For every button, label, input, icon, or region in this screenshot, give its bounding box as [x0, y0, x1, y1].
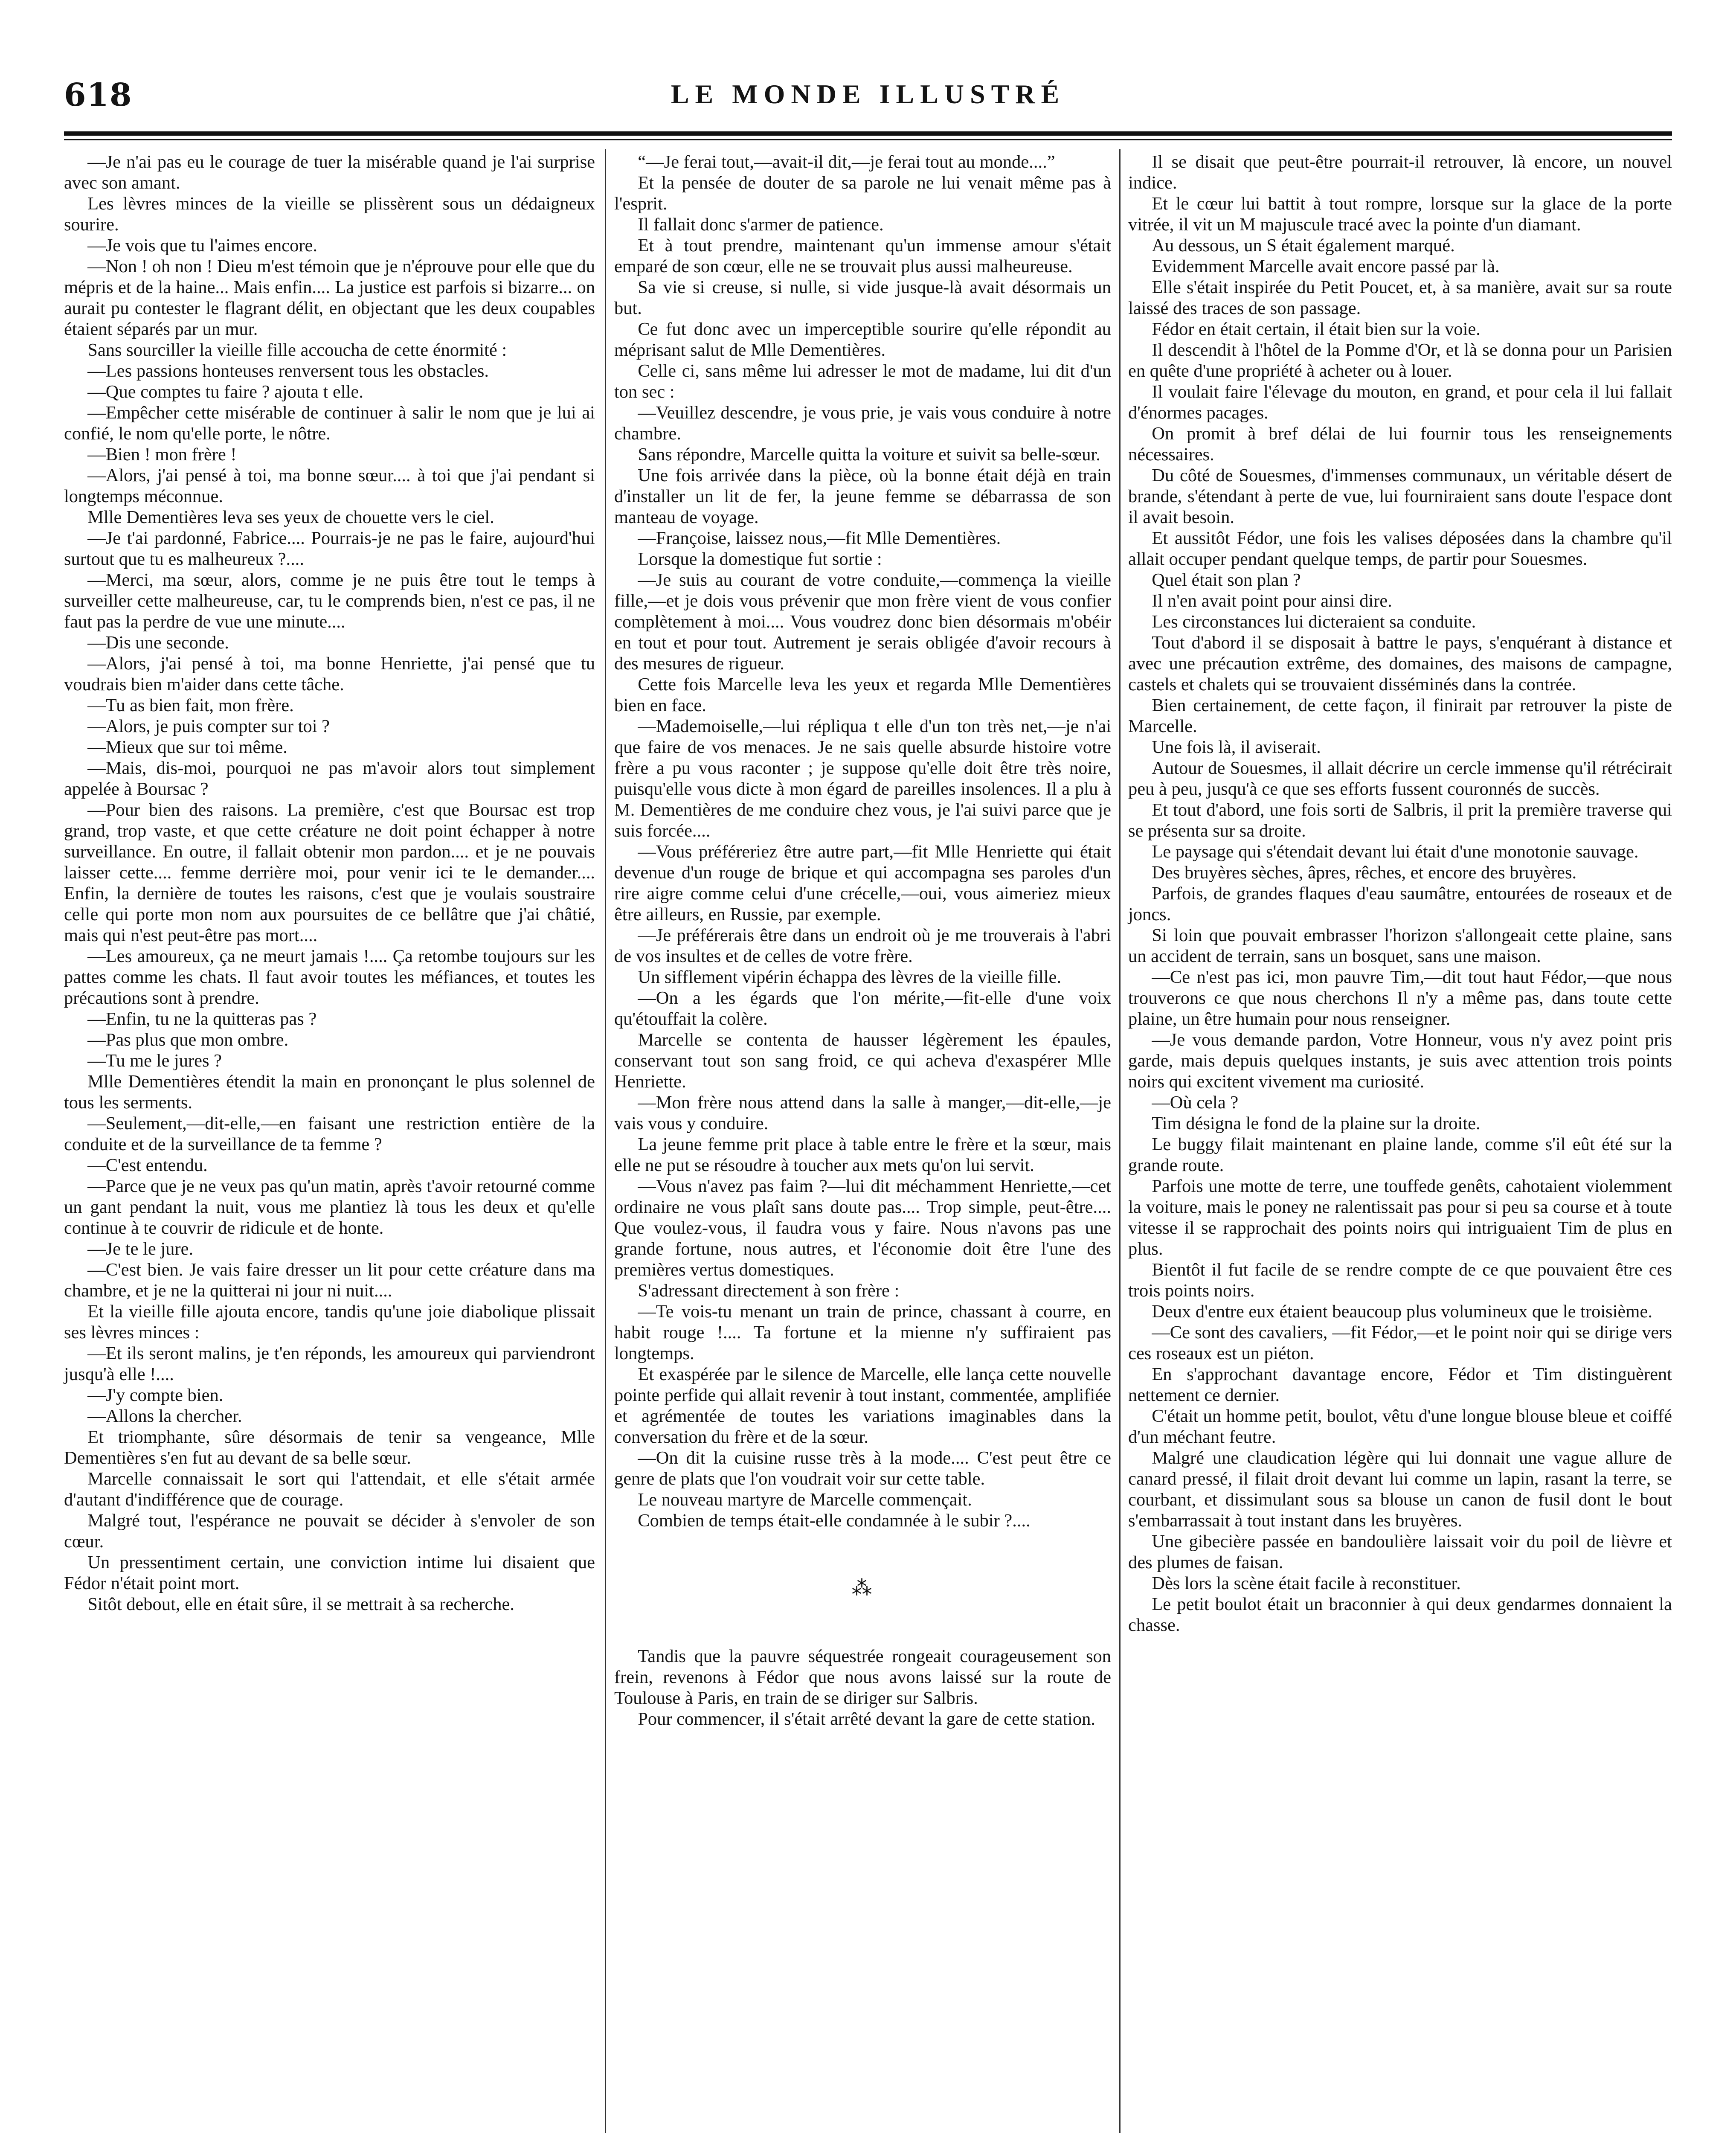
- paragraph: Un sifflement vipérin échappa des lèvres de la vieille fille.: [638, 967, 1062, 987]
- paragraph: —Vous n'avez pas faim ?—lui dit méchamment Henriette,—cet ordinaire ne vous plaît sans doute pas.... Trop simple, peut-être.... Que voulez-vous, il faudra vous y faire. Nous n'avons pas une grande fortune, nous autres, et l'économie doit être l'une des premières vertus domestiques.: [614, 1176, 1111, 1280]
- paragraph: Les circonstances lui dicteraient sa conduite.: [1152, 612, 1476, 632]
- paragraph: Sitôt debout, elle en était sûre, il se mettrait à sa recherche.: [87, 1594, 514, 1614]
- paragraph: Bientôt il fut facile de se rendre compte de ce que pouvaient être ces trois points noirs.: [1128, 1260, 1672, 1301]
- paragraph: Le petit boulot était un braconnier à qui deux gendarmes donnaient la chasse.: [1128, 1594, 1672, 1635]
- paragraph: —Pas plus que mon ombre.: [87, 1030, 289, 1050]
- paragraph: —Alors, j'ai pensé à toi, ma bonne sœur.... à toi que j'ai pendant si longtemps méconnue.: [64, 465, 595, 506]
- paragraph: Ce fut donc avec un imperceptible sourire qu'elle répondit au méprisant salut de Mlle Dementières.: [614, 319, 1111, 360]
- paragraph: Elle s'était inspirée du Petit Poucet, et, à sa manière, avait sur sa route laissé des traces de son passage.: [1128, 277, 1672, 318]
- paragraph: Il voulait faire l'élevage du mouton, en grand, et pour cela il lui fallait d'énormes pacages.: [1128, 382, 1672, 423]
- paragraph: —Merci, ma sœur, alors, comme je ne puis être tout le temps à surveiller cette malheureuse, car, tu le comprends bien, n'est ce pas, il ne faut pas la perdre de vue une minute....: [64, 570, 595, 632]
- paragraph: —Mademoiselle,—lui répliqua t elle d'un ton très net,—je n'ai que faire de vos menaces. Je ne sais quelle absurde histoire votre frère a pu vous raconter ; je suppose qu'elle doit être très noire, puisqu'elle vous dicte à mon égard de pareilles insolences. Il a plu à M. Dementières de me conduire chez vous, je l'ai suivi parce que je suis forcée....: [614, 716, 1111, 841]
- paragraph: —Mais, dis-moi, pourquoi ne pas m'avoir alors tout simplement appelée à Boursac ?: [64, 758, 595, 799]
- paragraph: Marcelle se contenta de hausser légèrement les épaules, conservant tout son sang froid, ce qui acheva d'exaspérer Mlle Henriette.: [614, 1030, 1111, 1092]
- paragraph: Evidemment Marcelle avait encore passé par là.: [1152, 256, 1500, 276]
- paragraph: Marcelle connaissait le sort qui l'attendait, et elle s'était armée d'autant d'indifférence que de courage.: [64, 1469, 595, 1510]
- paragraph: Lorsque la domestique fut sortie :: [638, 549, 882, 569]
- paragraph: —Vous préféreriez être autre part,—fit Mlle Henriette qui était devenue d'un rouge de brique et qui accompagna ses paroles d'un rire aigre comme celui d'une crécelle,—oui, vous aimeriez mieux être ailleurs, en Russie, par exemple.: [614, 842, 1111, 924]
- column-divider: [605, 149, 606, 2133]
- paragraph: Une gibecière passée en bandoulière laissait voir du poil de lièvre et des plumes de faisan.: [1128, 1531, 1672, 1572]
- paragraph: Si loin que pouvait embrasser l'horizon s'allongeait cette plaine, sans un accident de terrain, sans un bosquet, sans une maison.: [1128, 925, 1672, 966]
- paragraph: —Empêcher cette misérable de continuer à salir le nom que je lui ai confié, le nom qu'elle porte, le nôtre.: [64, 403, 595, 444]
- paragraph: Et le cœur lui battit à tout rompre, lorsque sur la glace de la porte vitrée, il vit un M majuscule tracé avec la pointe d'un diamant.: [1128, 194, 1672, 235]
- paragraph: —J'y compte bien.: [87, 1385, 224, 1405]
- paragraph: Il descendit à l'hôtel de la Pomme d'Or, et là se donna pour un Parisien en quête d'une propriété à acheter ou à louer.: [1128, 340, 1672, 381]
- paragraph: Parfois, de grandes flaques d'eau saumâtre, entourées de roseaux et de joncs.: [1128, 883, 1672, 924]
- paragraph: Et la pensée de douter de sa parole ne lui venait même pas à l'esprit.: [614, 173, 1111, 214]
- paragraph: Une fois arrivée dans la pièce, où la bonne était déjà en train d'installer un lit de fer, la jeune femme se débarrassa de son manteau de voyage.: [614, 465, 1111, 527]
- paragraph: Combien de temps était-elle condamnée à le subir ?....: [638, 1511, 1031, 1531]
- paragraph: —Veuillez descendre, je vous prie, je vais vous conduire à notre chambre.: [614, 403, 1111, 444]
- header-rule-thin: [64, 139, 1672, 140]
- text-column-1: [64, 151, 595, 1615]
- paragraph: —Pour bien des raisons. La première, c'est que Boursac est trop grand, trop vaste, et que cette créature ne doit point échapper à notre surveillance. En outre, il fallait obtenir mon pardon.... et je ne pouvais laisser cette.... femme derrière moi, pour venir ici te le demander.... Enfin, la dernière de toutes les raisons, c'est que je voulais soustraire celle qui porte mon nom aux poursuites de ce bellâtre que j'ai châtié, mais qui n'est peut-être pas mort....: [64, 800, 595, 945]
- paragraph: Et exaspérée par le silence de Marcelle, elle lança cette nouvelle pointe perfide qui allait revenir à tout instant, commentée, amplifiée et agrémentée de toutes les variations imaginables dans la conversation du frère et de la sœur.: [614, 1364, 1111, 1447]
- paragraph: Tout d'abord il se disposait à battre le pays, s'enquérant à distance et avec une précaution extrême, des domaines, des maisons de campagne, castels et chalets qui se trouvaient disséminés dans la contrée.: [1128, 633, 1672, 695]
- paragraph: Tim désigna le fond de la plaine sur la droite.: [1152, 1113, 1481, 1133]
- paragraph: Le paysage qui s'étendait devant lui était d'une monotonie sauvage.: [1152, 842, 1639, 862]
- paragraph: —Dis une seconde.: [87, 633, 229, 653]
- paragraph: Pour commencer, il s'était arrêté devant la gare de cette station.: [638, 1709, 1095, 1729]
- page-header: [64, 77, 1672, 128]
- paragraph: —Je préférerais être dans un endroit où je me trouverais à l'abri de vos insultes et de celles de votre frère.: [614, 925, 1111, 966]
- paragraph: —Ce sont des cavaliers, —fit Fédor,—et le point noir qui se dirige vers ces roseaux est un piéton.: [1128, 1322, 1672, 1363]
- paragraph: Autour de Souesmes, il allait décrire un cercle immense qu'il rétrécirait peu à peu, jusqu'à ce que ses efforts fussent couronnés de succès.: [1128, 758, 1672, 799]
- paragraph: En s'approchant davantage encore, Fédor et Tim distinguèrent nettement ce dernier.: [1128, 1364, 1672, 1405]
- paragraph: —Non ! oh non ! Dieu m'est témoin que je n'éprouve pour elle que du mépris et de la haine... Mais enfin.... La justice est parfois si bizarre... on aurait pu contester le flagrant délit, en objectant que les deux coupables étaient séparés par un mur.: [64, 256, 595, 339]
- paragraph: —Tu as bien fait, mon frère.: [87, 695, 294, 715]
- paragraph: Et tout d'abord, une fois sorti de Salbris, il prit la première traverse qui se présenta sur sa droite.: [1128, 800, 1672, 841]
- paragraph: Sans répondre, Marcelle quitta la voiture et suivit sa belle-sœur.: [638, 445, 1100, 465]
- paragraph: Une fois là, il aviserait.: [1152, 737, 1321, 757]
- paragraph: Malgré une claudication légère qui lui donnait une vague allure de canard pressé, il filait droit devant lui comme un lapin, rasant la terre, se courbant, et dissimulant sous sa blouse un canon de fusil dont le bout s'embarrassait à tout instant dans les bruyères.: [1128, 1448, 1672, 1531]
- paragraph: —Je suis au courant de votre conduite,—commença la vieille fille,—et je dois vous prévenir que mon frère vient de vous confier complètement à moi.... Vous voudrez donc bien désormais m'obéir en tout et pour tout. Autrement je serais obligée d'avoir recours à des mesures de rigueur.: [614, 570, 1111, 674]
- paragraph: —Les passions honteuses renversent tous les obstacles.: [87, 361, 489, 381]
- paragraph: Bien certainement, de cette façon, il finirait par retrouver la piste de Marcelle.: [1128, 695, 1672, 736]
- paragraph: —Je te le jure.: [87, 1239, 194, 1259]
- text-column-3: [1128, 151, 1672, 1636]
- paragraph: —Tu me le jures ?: [87, 1051, 222, 1071]
- paragraph: Au dessous, un S était également marqué.: [1152, 235, 1455, 256]
- text-column-2: [614, 151, 1111, 1729]
- paragraph: Il fallait donc s'armer de patience.: [638, 215, 884, 235]
- paragraph: Dès lors la scène était facile à reconstituer.: [1152, 1573, 1461, 1593]
- paragraph: —Que comptes tu faire ? ajouta t elle.: [87, 382, 363, 402]
- page-number: 618: [64, 77, 133, 113]
- paragraph: —Ce n'est pas ici, mon pauvre Tim,—dit tout haut Fédor,—que nous trouverons ce que nous cherchons Il n'y a même pas, dans toute cette plaine, un être humain pour nous renseigner.: [1128, 967, 1672, 1029]
- paragraph: —Je vois que tu l'aimes encore.: [87, 235, 318, 256]
- paragraph: Tandis que la pauvre séquestrée rongeait courageusement son frein, revenons à Fédor que nous avons laissé sur la route de Toulouse à Paris, en train de se diriger sur Salbris.: [614, 1646, 1111, 1708]
- paragraph: Des bruyères sèches, âpres, rêches, et encore des bruyères.: [1152, 863, 1577, 883]
- paragraph: Il se disait que peut-être pourrait-il retrouver, là encore, un nouvel indice.: [1128, 152, 1672, 193]
- paragraph: —On a les égards que l'on mérite,—fit-elle d'une voix qu'étouffait la colère.: [614, 988, 1111, 1029]
- paragraph: —Où cela ?: [1152, 1093, 1239, 1113]
- column-divider: [1119, 149, 1121, 2133]
- paragraph: “—Je ferai tout,—avait-il dit,—je ferai tout au monde....”: [638, 152, 1055, 172]
- paragraph: Parfois une motte de terre, une touffede genêts, cahotaient violemment la voiture, mais le poney ne ralentissait pas pour si peu sa course et à toute vitesse il se rapprochait des points noirs qui intriguaient Tim de plus en plus.: [1128, 1176, 1672, 1259]
- paragraph: —Les amoureux, ça ne meurt jamais !.... Ça retombe toujours sur les pattes comme les chats. Il faut avoir toutes les méfiances, et toutes les précautions sont à prendre.: [64, 946, 595, 1008]
- paragraph: Deux d'entre eux étaient beaucoup plus volumineux que le troisième.: [1152, 1302, 1652, 1322]
- paragraph: C'était un homme petit, boulot, vêtu d'une longue blouse bleue et coiffé d'un méchant feutre.: [1128, 1406, 1672, 1447]
- paragraph: Et la vieille fille ajouta encore, tandis qu'une joie diabolique plissait ses lèvres minces :: [64, 1302, 595, 1343]
- paragraph: —On dit la cuisine russe très à la mode.... C'est peut être ce genre de plats que l'on voudrait voir sur cette table.: [614, 1448, 1111, 1489]
- section-break-dinkus: ⁂: [851, 1577, 874, 1600]
- paragraph: —Parce que je ne veux pas qu'un matin, après t'avoir retourné comme un gant pendant la nuit, vous me plantiez là tous les deux et qu'elle continue à te couvrir de ridicule et de honte.: [64, 1176, 595, 1238]
- paragraph: —Je t'ai pardonné, Fabrice.... Pourrais-je ne pas le faire, aujourd'hui surtout que tu es malheureux ?....: [64, 528, 595, 569]
- paragraph: —Mieux que sur toi même.: [87, 737, 287, 757]
- paragraph: —Allons la chercher.: [87, 1406, 242, 1426]
- paragraph: Malgré tout, l'espérance ne pouvait se décider à s'envoler de son cœur.: [64, 1511, 595, 1552]
- paragraph: Cette fois Marcelle leva les yeux et regarda Mlle Dementières bien en face.: [614, 674, 1111, 715]
- paragraph: —Enfin, tu ne la quitteras pas ?: [87, 1009, 317, 1029]
- paragraph: La jeune femme prit place à table entre le frère et la sœur, mais elle ne put se résoudre à toucher aux mets qu'on lui servit.: [614, 1134, 1111, 1175]
- paragraph: Fédor en était certain, il était bien sur la voie.: [1152, 319, 1481, 339]
- paragraph: —C'est bien. Je vais faire dresser un lit pour cette créature dans ma chambre, et je ne la quitterai ni jour ni nuit....: [64, 1260, 595, 1301]
- paragraph: Le buggy filait maintenant en plaine lande, comme s'il eût été sur la grande route.: [1128, 1134, 1672, 1175]
- paragraph: Le nouveau martyre de Marcelle commençait.: [638, 1490, 972, 1510]
- paragraph: Et aussitôt Fédor, une fois les valises déposées dans la chambre qu'il allait occuper pendant quelque temps, de partir pour Souesmes.: [1128, 528, 1672, 569]
- paragraph: Mlle Dementières leva ses yeux de chouette vers le ciel.: [87, 507, 494, 527]
- paragraph: Quel était son plan ?: [1152, 570, 1301, 590]
- paragraph: —Seulement,—dit-elle,—en faisant une restriction entière de la conduite et de la surveillance de ta femme ?: [64, 1113, 595, 1154]
- paragraph: Il n'en avait point pour ainsi dire.: [1152, 591, 1392, 611]
- paragraph: Les lèvres minces de la vieille se plissèrent sous un dédaigneux sourire.: [64, 194, 595, 235]
- paragraph: Sans sourciller la vieille fille accoucha de cette énormité :: [87, 340, 507, 360]
- paragraph: —Françoise, laissez nous,—fit Mlle Dementières.: [638, 528, 1001, 548]
- paragraph: Et à tout prendre, maintenant qu'un immense amour s'était emparé de son cœur, elle ne se trouvait plus aussi malheureuse.: [614, 235, 1111, 276]
- paragraph: Du côté de Souesmes, d'immenses communaux, un véritable désert de brande, s'étendant à perte de vue, lui fourniraient sans doute l'espace dont il avait besoin.: [1128, 465, 1672, 527]
- paragraph: Et triomphante, sûre désormais de tenir sa vengeance, Mlle Dementières s'en fut au devant de sa belle sœur.: [64, 1427, 595, 1468]
- header-rule-thick: [64, 131, 1672, 136]
- paragraph: —Je vous demande pardon, Votre Honneur, vous n'y avez point pris garde, mais depuis quelques instants, je suis avec attention trois points noirs qui excitent vivement ma curiosité.: [1128, 1030, 1672, 1092]
- paragraph: Mlle Dementières étendit la main en prononçant le plus solennel de tous les serments.: [64, 1072, 595, 1113]
- paragraph: Celle ci, sans même lui adresser le mot de madame, lui dit d'un ton sec :: [614, 361, 1111, 402]
- paragraph: —Alors, j'ai pensé à toi, ma bonne Henriette, j'ai pensé que tu voudrais bien m'aider dans cette tâche.: [64, 654, 595, 695]
- paragraph: —Alors, je puis compter sur toi ?: [87, 716, 330, 736]
- paragraph: —C'est entendu.: [87, 1155, 208, 1175]
- paragraph: On promit à bref délai de lui fournir tous les renseignements nécessaires.: [1128, 424, 1672, 465]
- paragraph: —Je n'ai pas eu le courage de tuer la misérable quand je l'ai surprise avec son amant.: [64, 152, 595, 193]
- paragraph: —Bien ! mon frère !: [87, 445, 237, 465]
- paragraph: —Te vois-tu menant un train de prince, chassant à courre, en habit rouge !.... Ta fortune et la mienne n'y suffiraient pas longtemps.: [614, 1302, 1111, 1363]
- journal-title: LE MONDE ILLUSTRÉ: [671, 79, 1065, 109]
- paragraph: S'adressant directement à son frère :: [638, 1281, 900, 1301]
- paragraph: —Et ils seront malins, je t'en réponds, les amoureux qui parviendront jusqu'à elle !....: [64, 1343, 595, 1384]
- paragraph: —Mon frère nous attend dans la salle à manger,—dit-elle,—je vais vous y conduire.: [614, 1093, 1111, 1133]
- paragraph: Un pressentiment certain, une conviction intime lui disaient que Fédor n'était point mort.: [64, 1552, 595, 1593]
- paragraph: Sa vie si creuse, si nulle, si vide jusque-là avait désormais un but.: [614, 277, 1111, 318]
